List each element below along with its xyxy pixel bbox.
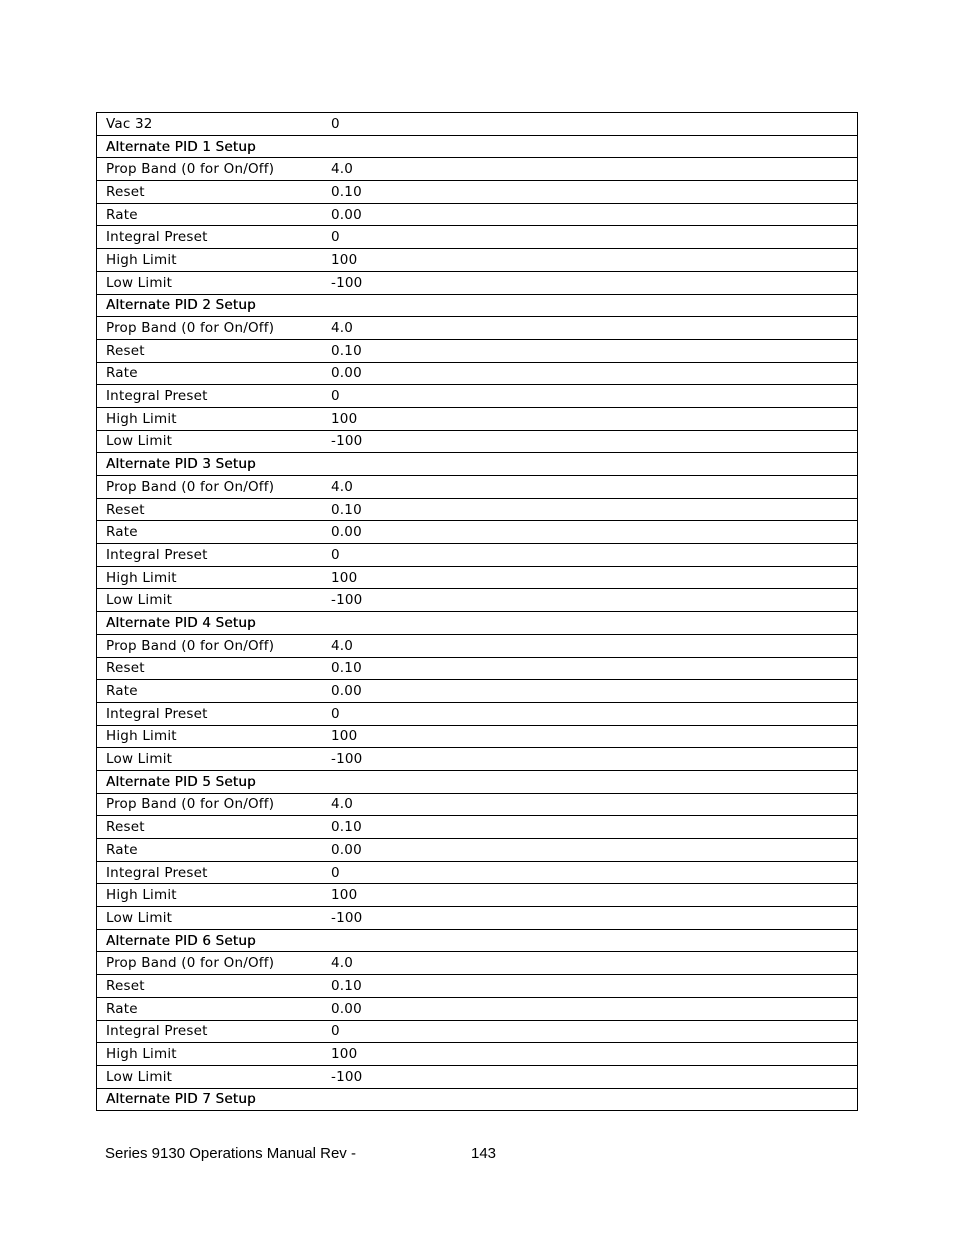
table-row <box>97 407 858 430</box>
parameter-value: 100 <box>321 884 858 907</box>
table-row <box>97 566 858 589</box>
parameter-value: 0.00 <box>321 839 858 862</box>
footer-page-number: 143 <box>471 1145 497 1162</box>
parameter-label: Low Limit <box>97 430 322 453</box>
parameter-label: Low Limit <box>97 271 322 294</box>
table-row <box>97 725 858 748</box>
table-row <box>97 1065 858 1088</box>
table-row <box>97 203 858 226</box>
parameter-value: 4.0 <box>321 634 858 657</box>
parameter-label: High Limit <box>97 407 322 430</box>
table-row <box>97 521 858 544</box>
parameter-value: 0.10 <box>321 975 858 998</box>
parameter-value: 0 <box>321 385 858 408</box>
parameter-value: -100 <box>321 1065 858 1088</box>
parameter-label: Prop Band (0 for On/Off) <box>97 634 322 657</box>
parameter-table <box>96 112 858 1111</box>
parameter-label: Integral Preset <box>97 1020 322 1043</box>
parameter-label: Low Limit <box>97 589 322 612</box>
parameter-value: 4.0 <box>321 476 858 499</box>
parameter-label: Integral Preset <box>97 544 322 567</box>
table-row <box>97 1043 858 1066</box>
parameter-label: Rate <box>97 521 322 544</box>
table-row <box>97 839 858 862</box>
parameter-value: 0 <box>321 113 858 136</box>
table-row <box>97 748 858 771</box>
parameter-value: 0.00 <box>321 521 858 544</box>
parameter-value: 0.10 <box>321 498 858 521</box>
section-header-label: Alternate PID 6 Setup <box>97 929 858 952</box>
parameter-label: Integral Preset <box>97 702 322 725</box>
section-header-label: Alternate PID 1 Setup <box>97 135 858 158</box>
table-row <box>97 430 858 453</box>
parameter-label: Rate <box>97 839 322 862</box>
parameter-value: 0.10 <box>321 181 858 204</box>
table-row <box>97 1020 858 1043</box>
parameter-value: 4.0 <box>321 158 858 181</box>
parameter-value: 0 <box>321 226 858 249</box>
table-row <box>97 680 858 703</box>
parameter-value: -100 <box>321 271 858 294</box>
parameter-value: 0 <box>321 861 858 884</box>
parameter-value: 0.00 <box>321 362 858 385</box>
table-row <box>97 476 858 499</box>
table-row <box>97 657 858 680</box>
parameter-value: 4.0 <box>321 793 858 816</box>
table-row <box>97 362 858 385</box>
parameter-value: -100 <box>321 430 858 453</box>
parameter-value: 100 <box>321 1043 858 1066</box>
parameter-label: Reset <box>97 657 322 680</box>
parameter-value: 4.0 <box>321 952 858 975</box>
table-row <box>97 884 858 907</box>
parameter-label: Integral Preset <box>97 226 322 249</box>
section-header-row <box>97 929 858 952</box>
section-header-row <box>97 770 858 793</box>
parameter-label: Reset <box>97 975 322 998</box>
parameter-table-container <box>96 112 858 1111</box>
table-row <box>97 113 858 136</box>
table-row <box>97 793 858 816</box>
table-row <box>97 634 858 657</box>
parameter-label: Low Limit <box>97 1065 322 1088</box>
table-row <box>97 385 858 408</box>
table-row <box>97 907 858 930</box>
table-row <box>97 816 858 839</box>
parameter-label: Prop Band (0 for On/Off) <box>97 158 322 181</box>
table-row <box>97 498 858 521</box>
parameter-value: 0.00 <box>321 997 858 1020</box>
table-row <box>97 249 858 272</box>
parameter-label: Vac 32 <box>97 113 322 136</box>
parameter-label: Reset <box>97 498 322 521</box>
parameter-label: Prop Band (0 for On/Off) <box>97 317 322 340</box>
parameter-value: 100 <box>321 566 858 589</box>
parameter-value: 0 <box>321 544 858 567</box>
parameter-value: 0.00 <box>321 203 858 226</box>
parameter-label: Reset <box>97 816 322 839</box>
parameter-label: Integral Preset <box>97 861 322 884</box>
parameter-label: High Limit <box>97 1043 322 1066</box>
parameter-label: Rate <box>97 203 322 226</box>
section-header-row <box>97 453 858 476</box>
parameter-value: 0.10 <box>321 816 858 839</box>
parameter-value: 4.0 <box>321 317 858 340</box>
table-row <box>97 975 858 998</box>
parameter-label: Integral Preset <box>97 385 322 408</box>
parameter-label: Low Limit <box>97 907 322 930</box>
parameter-label: Rate <box>97 997 322 1020</box>
section-header-row <box>97 294 858 317</box>
section-header-label: Alternate PID 4 Setup <box>97 612 858 635</box>
parameter-label: Rate <box>97 680 322 703</box>
parameter-value: -100 <box>321 589 858 612</box>
parameter-label: Low Limit <box>97 748 322 771</box>
table-row <box>97 544 858 567</box>
table-row <box>97 861 858 884</box>
table-row <box>97 271 858 294</box>
section-header-row <box>97 612 858 635</box>
table-row <box>97 181 858 204</box>
parameter-value: 0.00 <box>321 680 858 703</box>
parameter-label: Reset <box>97 181 322 204</box>
parameter-value: 0.10 <box>321 657 858 680</box>
parameter-value: 100 <box>321 725 858 748</box>
parameter-label: High Limit <box>97 884 322 907</box>
parameter-label: High Limit <box>97 725 322 748</box>
table-row <box>97 226 858 249</box>
section-header-label: Alternate PID 7 Setup <box>97 1088 858 1111</box>
table-row <box>97 702 858 725</box>
parameter-label: Prop Band (0 for On/Off) <box>97 793 322 816</box>
section-header-label: Alternate PID 2 Setup <box>97 294 858 317</box>
parameter-label: Prop Band (0 for On/Off) <box>97 476 322 499</box>
table-row <box>97 952 858 975</box>
parameter-value: 0 <box>321 1020 858 1043</box>
parameter-table-body <box>97 113 858 1111</box>
parameter-value: 100 <box>321 407 858 430</box>
parameter-value: 100 <box>321 249 858 272</box>
parameter-label: Rate <box>97 362 322 385</box>
parameter-value: -100 <box>321 748 858 771</box>
parameter-label: High Limit <box>97 566 322 589</box>
section-header-label: Alternate PID 5 Setup <box>97 770 858 793</box>
footer-manual-title: Series 9130 Operations Manual Rev - <box>105 1145 356 1162</box>
parameter-label: Prop Band (0 for On/Off) <box>97 952 322 975</box>
section-header-label: Alternate PID 3 Setup <box>97 453 858 476</box>
parameter-value: 0.10 <box>321 339 858 362</box>
parameter-label: High Limit <box>97 249 322 272</box>
parameter-value: -100 <box>321 907 858 930</box>
table-row <box>97 997 858 1020</box>
table-row <box>97 317 858 340</box>
table-row <box>97 339 858 362</box>
section-header-row <box>97 1088 858 1111</box>
parameter-value: 0 <box>321 702 858 725</box>
parameter-label: Reset <box>97 339 322 362</box>
table-row <box>97 589 858 612</box>
table-row <box>97 158 858 181</box>
section-header-row <box>97 135 858 158</box>
